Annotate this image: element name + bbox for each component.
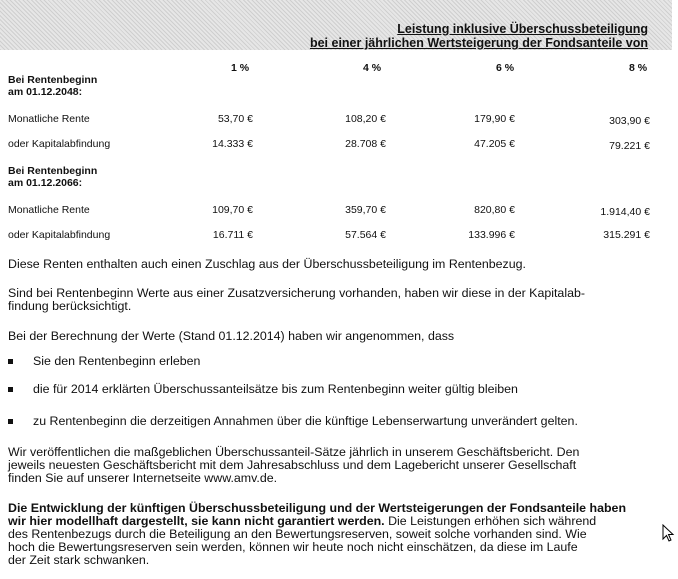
paragraph-report-line1: Wir veröffentlichen die maßgeblichen Überschussanteil-Sätze jährlich in unserem Geschäftsbericht. Den (8, 445, 580, 459)
section-heading-date: am 01.12.2048: (8, 86, 83, 98)
table-cell: 14.333 € (212, 138, 253, 150)
header-line-1: Leistung inklusive Überschussbeteiligung (397, 22, 648, 36)
table-cell: 303,90 € (609, 115, 650, 127)
column-header-3: 6 % (496, 62, 515, 74)
column-header-4: 8 % (629, 62, 648, 74)
column-header-2: 4 % (363, 62, 382, 74)
column-header-1: 1 % (231, 62, 250, 74)
row-label: oder Kapitalabfindung (8, 229, 111, 241)
table-cell: 109,70 € (212, 204, 253, 216)
table-cell: 57.564 € (345, 229, 386, 241)
disclaimer-rest-text: Die Leistungen erhöhen sich während (388, 514, 597, 528)
header-line-2: bei einer jährlichen Wertsteigerung der Fondsanteile von (309, 36, 648, 50)
bullet-square-icon (8, 359, 13, 364)
table-cell: 79.221 € (609, 140, 650, 152)
table-cell: 28.708 € (345, 138, 386, 150)
disclaimer-bold-text: wir hier modellhaft dargestellt, sie kann nicht garantiert werden. (8, 514, 385, 528)
table-cell: 108,20 € (345, 113, 386, 125)
table-cell: 315.291 € (603, 229, 650, 241)
table-cell: 1.914,40 € (600, 206, 650, 218)
table-cell: 179,90 € (474, 113, 515, 125)
paragraph-supplementary-line2: findung berücksichtigt. (8, 299, 132, 313)
paragraph-supplementary-line1: Sind bei Rentenbeginn Werte aus einer Zusatzversicherung vorhanden, haben wir diese in der Kapitalab- (8, 286, 585, 300)
paragraph-surplus: Diese Renten enthalten auch einen Zuschlag aus der Überschussbeteiligung im Rentenbezug. (8, 257, 526, 271)
table-cell: 133.996 € (468, 229, 515, 241)
table-cell: 820,80 € (474, 204, 515, 216)
section-heading: Bei Rentenbeginn (8, 165, 98, 177)
table-cell: 16.711 € (212, 229, 253, 241)
paragraph-disclaimer-line5: der Zeit stark schwanken. (8, 553, 150, 567)
row-label: Monatliche Rente (8, 204, 90, 216)
bullet-item: die für 2014 erklärten Überschussanteilsätze bis zum Rentenbeginn weiter gültig bleiben (33, 382, 518, 396)
section-heading-date: am 01.12.2066: (8, 177, 83, 189)
row-label: oder Kapitalabfindung (8, 138, 111, 150)
paragraph-report-line3: finden Sie auf unserer Internetseite www.amv.de. (8, 471, 278, 485)
paragraph-disclaimer-line4: hoch die Bewertungsreserven sein werden, können wir heute noch nicht einschätzen, da diese im Laufe (8, 540, 578, 554)
table-cell: 53,70 € (217, 113, 253, 125)
table-cell: 47.205 € (474, 138, 515, 150)
bullet-item: Sie den Rentenbeginn erleben (33, 354, 201, 368)
bullet-item: zu Rentenbeginn die derzeitigen Annahmen über die künftige Lebenserwartung unverändert gelten. (33, 414, 578, 428)
paragraph-assumptions: Bei der Berechnung der Werte (Stand 01.12.2014) haben wir angenommen, dass (8, 329, 455, 343)
section-heading: Bei Rentenbeginn (8, 74, 98, 86)
bullet-square-icon (8, 387, 13, 392)
paragraph-disclaimer-line1: Die Entwicklung der künftigen Überschussbeteiligung und der Wertsteigerungen der Fondsanteile haben (8, 501, 627, 515)
row-label: Monatliche Rente (8, 113, 90, 125)
paragraph-disclaimer-line3: des Rentenbezugs durch die Beteiligung an den Bewertungsreserven, soweit solche vorhanden sind. Wie (8, 527, 587, 541)
paragraph-report-line2: jeweils neuesten Geschäftsbericht mit dem Jahresabschluss und dem Lagebericht unserer Gesellschaft (8, 458, 577, 472)
table-cell: 359,70 € (345, 204, 386, 216)
mouse-pointer-icon (662, 524, 676, 544)
bullet-square-icon (8, 419, 13, 424)
